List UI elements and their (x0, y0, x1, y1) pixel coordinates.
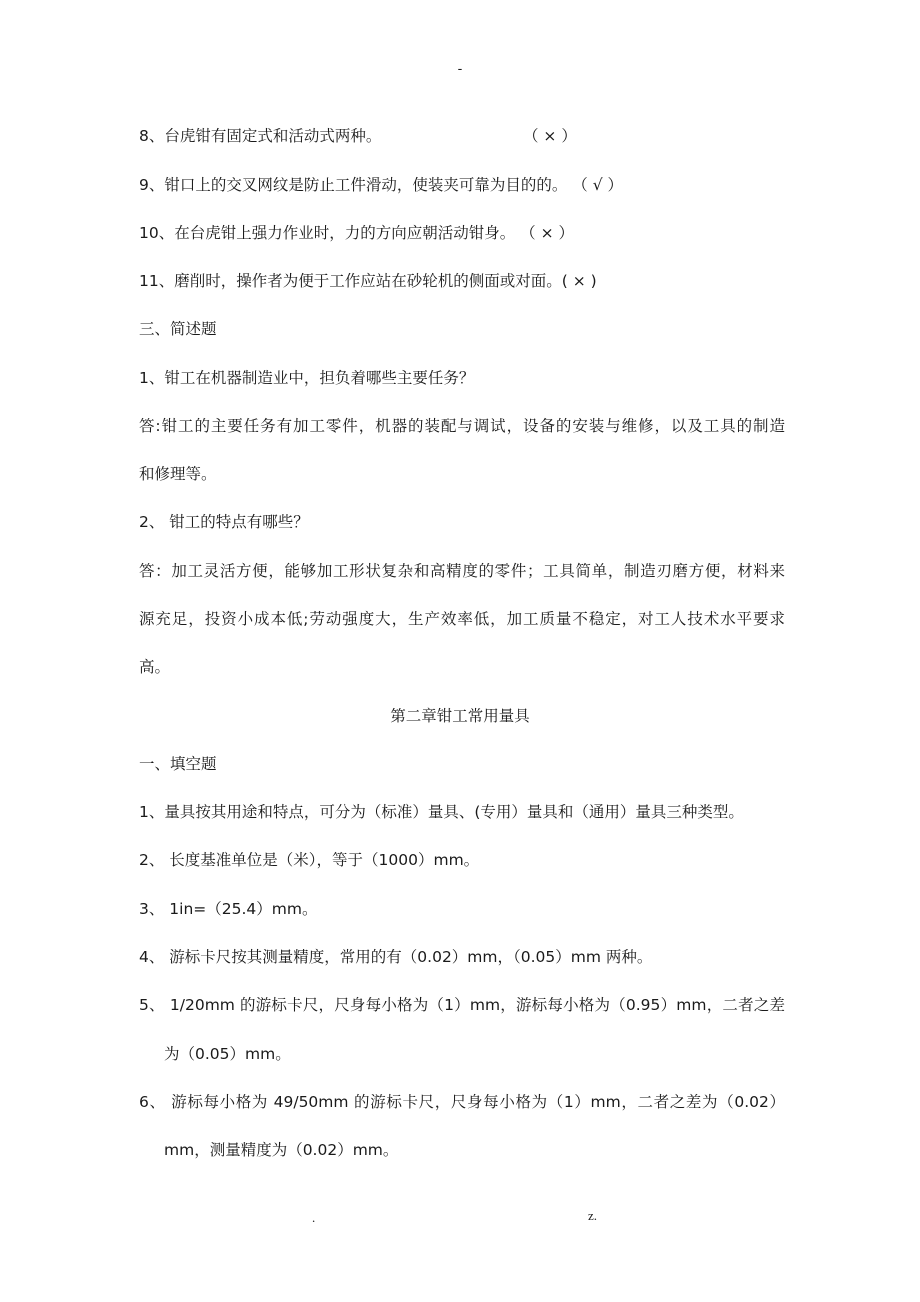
short-answer-answer-2-line-1: 答：加工灵活方便，能够加工形状复杂和高精度的零件；工具简单，制造刃磨方便，材料来 (139, 562, 785, 580)
judgement-item-10: 10、在台虎钳上强力作业时，力的方向应朝活动钳身。 （ × ） (139, 224, 574, 242)
fill-in-item-4: 4、 游标卡尺按其测量精度，常用的有（0.02）mm，（0.05）mm 两种。 (139, 948, 653, 966)
fill-in-item-5-line-2: 为（0.05）mm。 (164, 1045, 291, 1063)
short-answer-answer-2-line-2: 源充足，投资小成本低;劳动强度大，生产效率低，加工质量不稳定，对工人技术水平要求 (139, 610, 785, 628)
page-footer-right: z. (588, 1208, 598, 1223)
fill-in-item-3: 3、 1in=（25.4）mm。 (139, 900, 318, 918)
judgement-item-9: 9、钳口上的交叉网纹是防止工件滑动，使装夹可靠为目的的。 （ √ ） (139, 176, 624, 194)
fill-in-item-6-line-1: 6、 游标每小格为 49/50mm 的游标卡尺，尺身每小格为（1）mm，二者之差为（0.02） (139, 1093, 785, 1111)
judgement-item-8 (139, 125, 785, 147)
fill-in-item-1: 1、量具按其用途和特点，可分为（标准）量具、(专用）量具和（通用）量具三种类型。 (139, 803, 744, 821)
section-heading-short-answer: 三、简述题 (139, 320, 217, 338)
fill-in-item-6-line-2: mm，测量精度为（0.02）mm。 (164, 1141, 399, 1159)
section-heading-fill-in: 一、填空题 (139, 755, 217, 773)
fill-in-item-2: 2、 长度基准单位是（米），等于（1000）mm。 (139, 851, 480, 869)
judgement-item-8-text: 8、台虎钳有固定式和活动式两种。 (139, 127, 382, 145)
judgement-item-8-answer: （ × ） (523, 127, 577, 145)
page-footer-left: . (312, 1210, 316, 1225)
short-answer-question-1: 1、钳工在机器制造业中，担负着哪些主要任务？ (139, 369, 475, 387)
short-answer-answer-2-line-3: 高。 (139, 658, 171, 676)
page-header-mark: - (457, 62, 463, 77)
fill-in-item-5-line-1: 5、 1/20mm 的游标卡尺，尺身每小格为（1）mm，游标每小格为（0.95）mm，二者之差 (139, 996, 785, 1014)
short-answer-question-2: 2、 钳工的特点有哪些？ (139, 513, 309, 531)
short-answer-answer-1-line-2: 和修理等。 (139, 465, 217, 483)
chapter-title: 第二章钳工常用量具 (390, 707, 530, 725)
judgement-item-11: 11、磨削时，操作者为便于工作应站在砂轮机的侧面或对面。( × ) (139, 272, 597, 290)
short-answer-answer-1-line-1: 答:钳工的主要任务有加工零件，机器的装配与调试，设备的安装与维修，以及工具的制造 (139, 417, 785, 435)
